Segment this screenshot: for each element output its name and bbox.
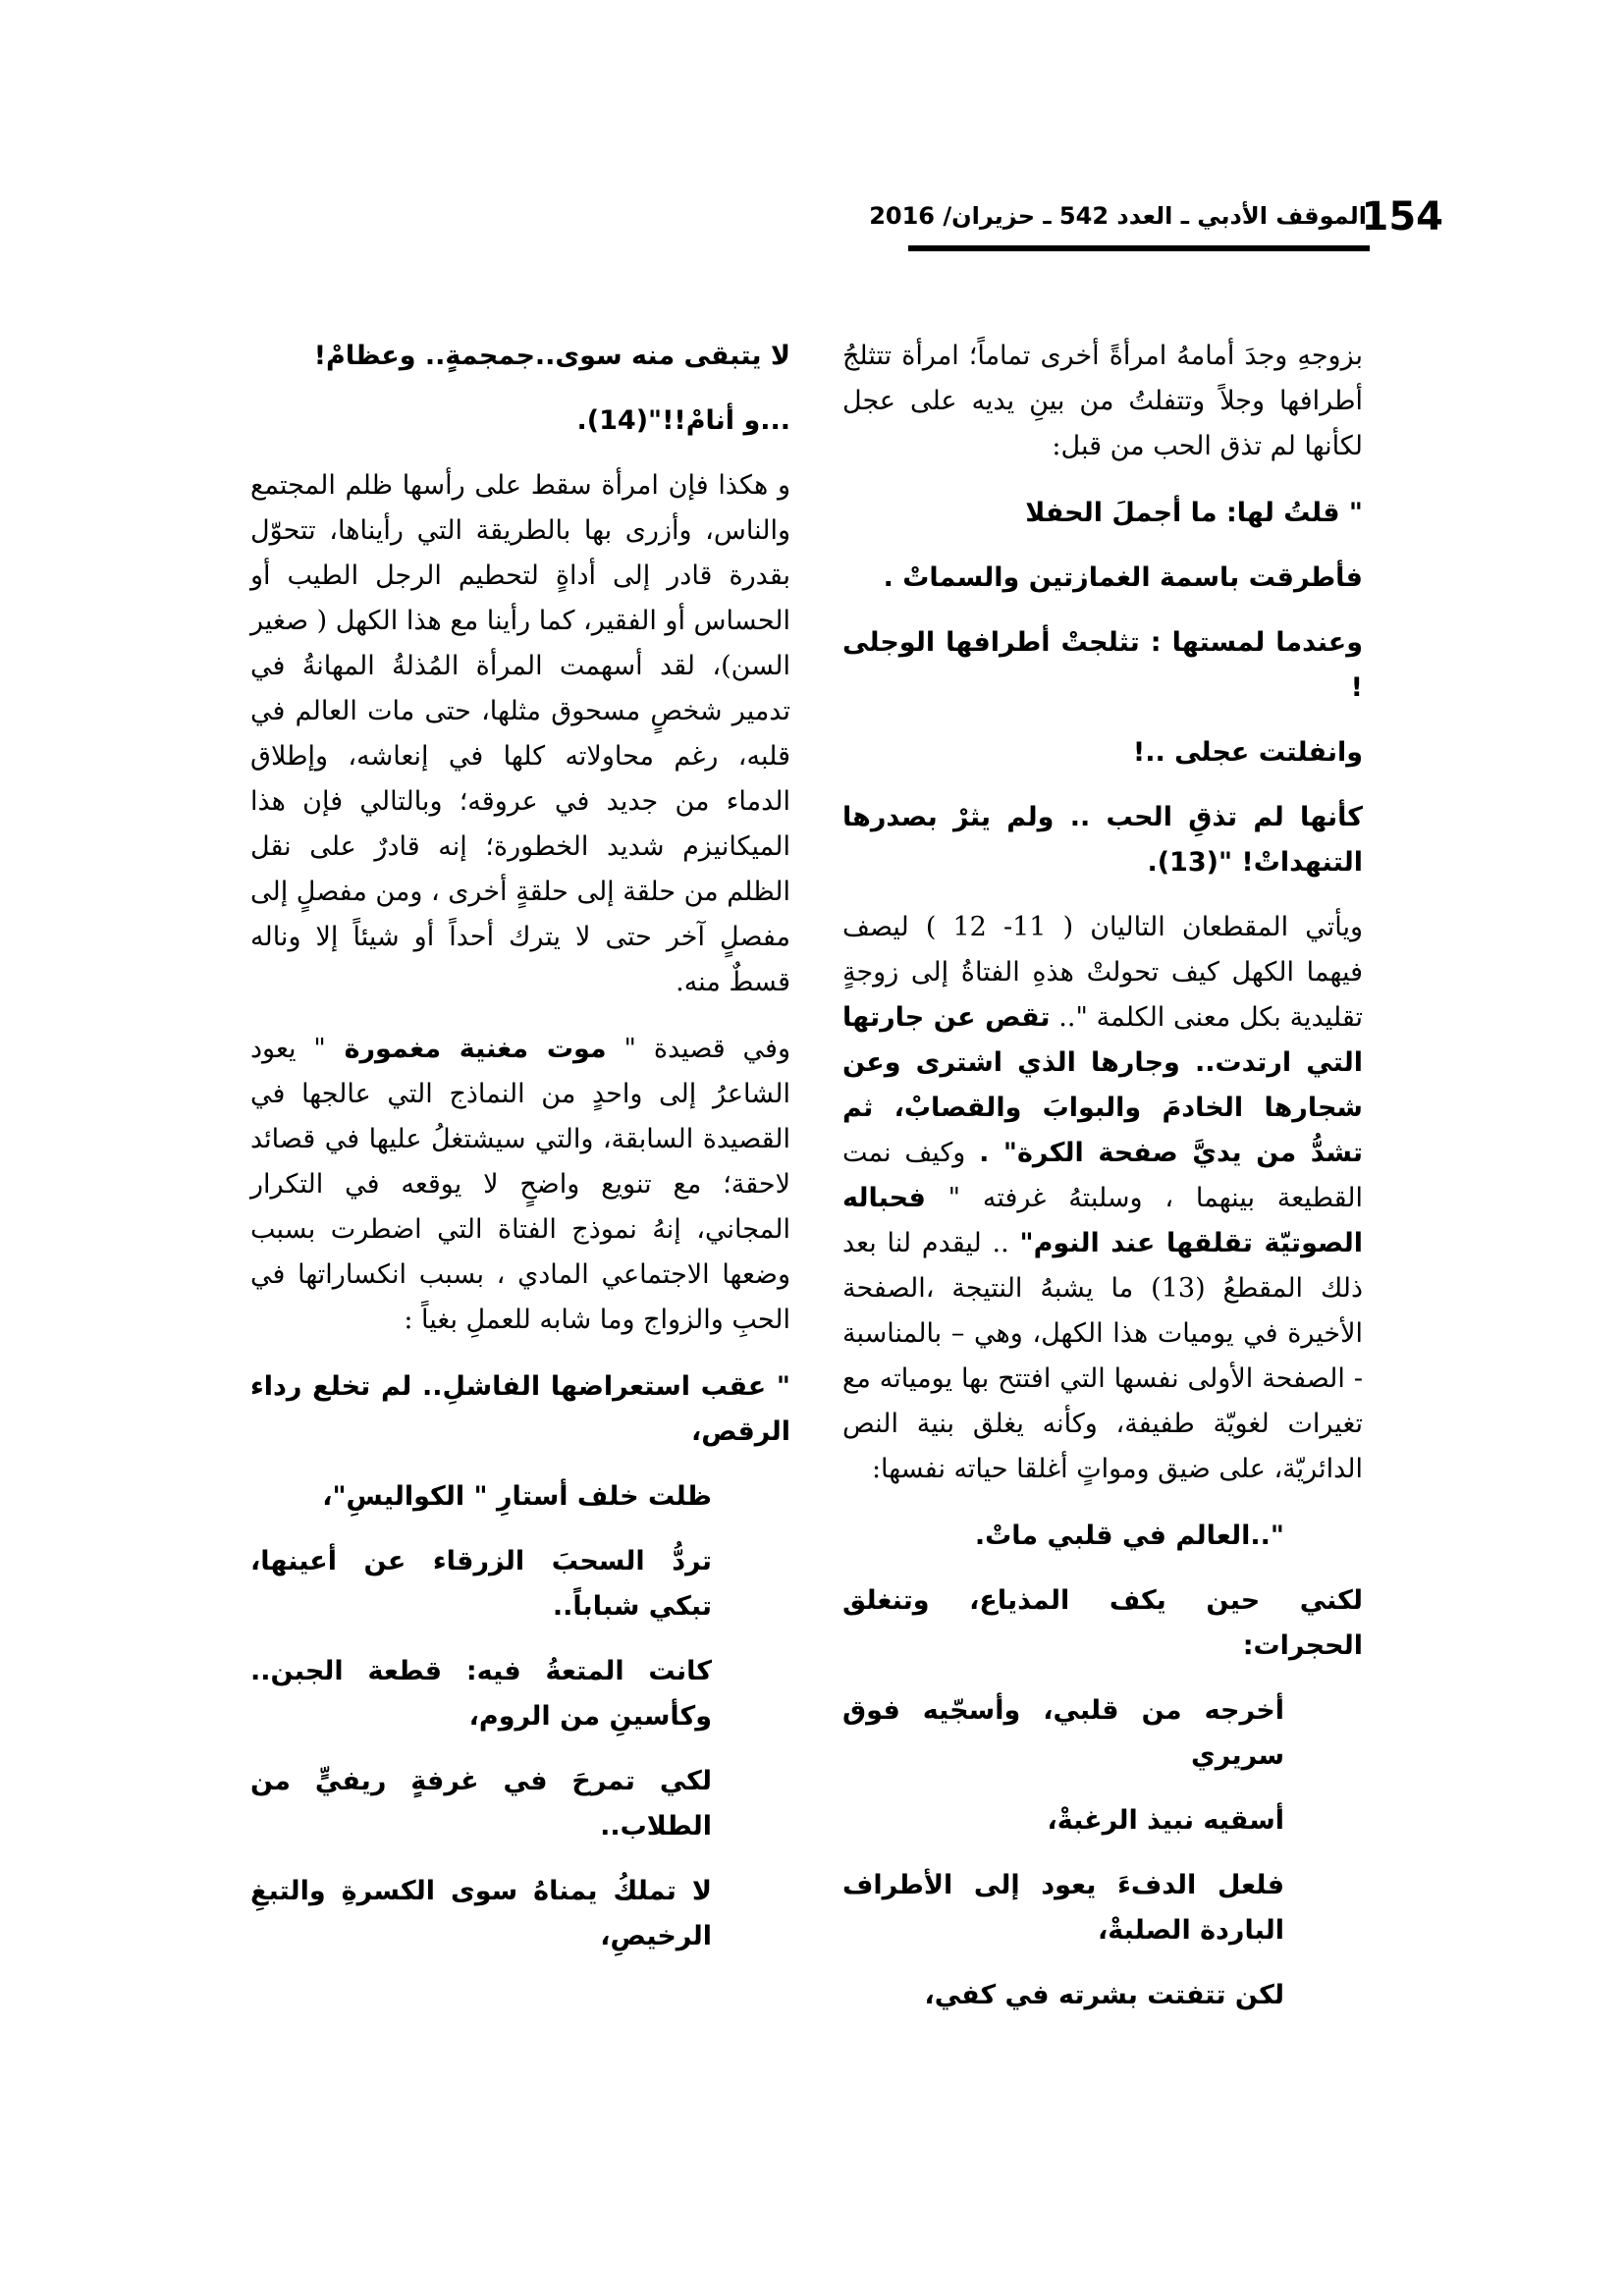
paragraph (250, 1027, 790, 1343)
verse-line: وانفلتت عجلى ..! (1132, 737, 1363, 768)
poem-title: موت مغنية مغمورة (325, 1034, 607, 1064)
paragraph-text: وفي قصيدة " (623, 1034, 790, 1064)
page-header (869, 192, 1443, 251)
verse-line: وعندما لمستها : تثلجتْ أطرافها الوجلى ! (842, 627, 1363, 703)
verse-line: لكني حين يكف المذياع، وتنغلق الحجرات: (842, 1585, 1363, 1661)
verse-line: "..العالم في قلبي ماتْ. (974, 1521, 1284, 1551)
verse-line: لكن تتفتت بشرته في كفي، (924, 1980, 1284, 2010)
paragraph-text: .. ليقدم لنا بعد ذلك المقطعُ (13) ما يشبهُ النتيجة ،الصفحة الأخيرة في يوميات هذا الكهل، وهي – بالمناسبة - الصفحة الأولى نفسها التي افتتح بها يومياته مع تغيرات لغويّة طفيفة، وكأنه يغلق بنية النص الدائريّة، على ضيق ومواتٍ أغلقا حياته نفسها: (842, 1228, 1363, 1484)
verse-line: لا يتبقى منه سوى..جمجمةٍ.. وعظامْ! (313, 341, 790, 371)
quoted-verse: فحباله الصوتيّة تقلقها عند النوم" (842, 1183, 1363, 1258)
verse-line: أخرجه من قلبي، وأسجّيه فوق سريري (842, 1695, 1284, 1771)
verse-line: كانت المتعةُ فيه: قطعة الجبن.. وكأسينِ من الروم، (250, 1656, 712, 1732)
verse-line: ...و أنامْ!!"(14). (576, 405, 790, 436)
page-number: 154 (1361, 194, 1443, 240)
header-rule (908, 245, 1370, 251)
left-column (250, 334, 790, 1979)
verse-line: " عقب استعراضها الفاشلِ.. لم تخلع رداء الرقص، (250, 1371, 790, 1447)
verse-line: فأطرقت باسمة الغمازتين والسماتْ . (883, 562, 1363, 593)
paragraph-text: ويأتي المقطعان التاليان ( 11- 12 ) ليصف فيهما الكهل كيف تحولتْ هذهِ الفتاةُ إلى زوجةٍ تقليدية بكل معنى الكلمة ".. (842, 912, 1364, 1033)
verse-line: أسقيه نبيذ الرغبةْ، (1047, 1805, 1284, 1836)
paragraph: بزوجهِ وجدَ أمامهُ امرأةً أخرى تماماً؛ امرأة تتثلجُ أطرافها وجلاً وتتفلتُ من بينِ يديه على عجل لكأنها لم تذق الحب من قبل: (842, 341, 1363, 461)
verse-line: كأنها لم تذقِ الحب .. ولم يثرْ بصدرها التنهداتْ! "(13). (842, 802, 1363, 878)
paragraph-text: وكيف نمت القطيعة بينهما ، وسلبتهُ غرفته " (842, 1138, 1363, 1213)
verse-line: تردُّ السحبَ الزرقاء عن أعينها، تبكي شباباً.. (250, 1546, 712, 1622)
right-column (842, 334, 1363, 2038)
verse-line: فلعل الدفءَ يعود إلى الأطراف الباردة الصلبةْ، (842, 1870, 1284, 1946)
paragraph: و هكذا فإن امرأة سقط على رأسها ظلم المجتمع والناس، وأزرى بها بالطريقة التي رأيناها، تتحوّل بقدرة قادر إلى أداةٍ لتحطيم الرجل الطيب أو الحساس أو الفقير، كما رأينا مع هذا الكهل ( صغير السن)، لقد أسهمت المرأة المُذلةُ المهانةُ في تدمير شخصٍ مسحوق مثلها، حتى مات العالم في قلبه، رغم محاولاته كلها في إنعاشه، وإطلاق الدماء من جديد في عروقه؛ وبالتالي فإن هذا الميكانيزم شديد الخطورة؛ إنه قادرٌ على نقل الظلم من حلقة إلى حلقةٍ أخرى ، ومن مفصلٍ إلى مفصلٍ آخر حتى لا يترك أحداً أو شيئاً إلا وناله قسطٌ منه. (249, 470, 790, 997)
verse-line: لكي تمرحَ في غرفةٍ ريفيٍّ من الطلاب.. (250, 1766, 712, 1842)
paragraph (842, 905, 1363, 1492)
verse-line: لا تملكُ يمناهُ سوى الكسرةِ والتبغِ الرخيصِ، (250, 1876, 712, 1951)
verse-line: " قلتُ لها: ما أجملَ الحفلا (1025, 498, 1363, 528)
paragraph-text: " يعود الشاعرُ إلى واحدٍ من النماذج التي عالجها في القصيدة السابقة، والتي سيشتغلُ عليها في قصائد لاحقة؛ مع تنويع واضحٍ لا يوقعه في التكرار المجاني، إنهُ نموذج الفتاة التي اضطرت بسبب وضعها الاجتماعي المادي ، بسبب انكساراتها في الحبِ والزواج وما شابه للعملِ بغياً : (250, 1034, 790, 1335)
verse-line: ظلت خلف أستارِ " الكواليسِ"، (322, 1481, 712, 1512)
quoted-verse: تقص عن جارتها التي ارتدت.. وجارها الذي اشترى وعن شجارها الخادمَ والبوابَ والقصابْ، ثم تشدُّ من يديَّ صفحة الكرة" . (842, 1002, 1363, 1168)
journal-issue-line: الموقف الأدبي ـ العدد 542 ـ حزيران/ 2016 (869, 202, 1367, 230)
